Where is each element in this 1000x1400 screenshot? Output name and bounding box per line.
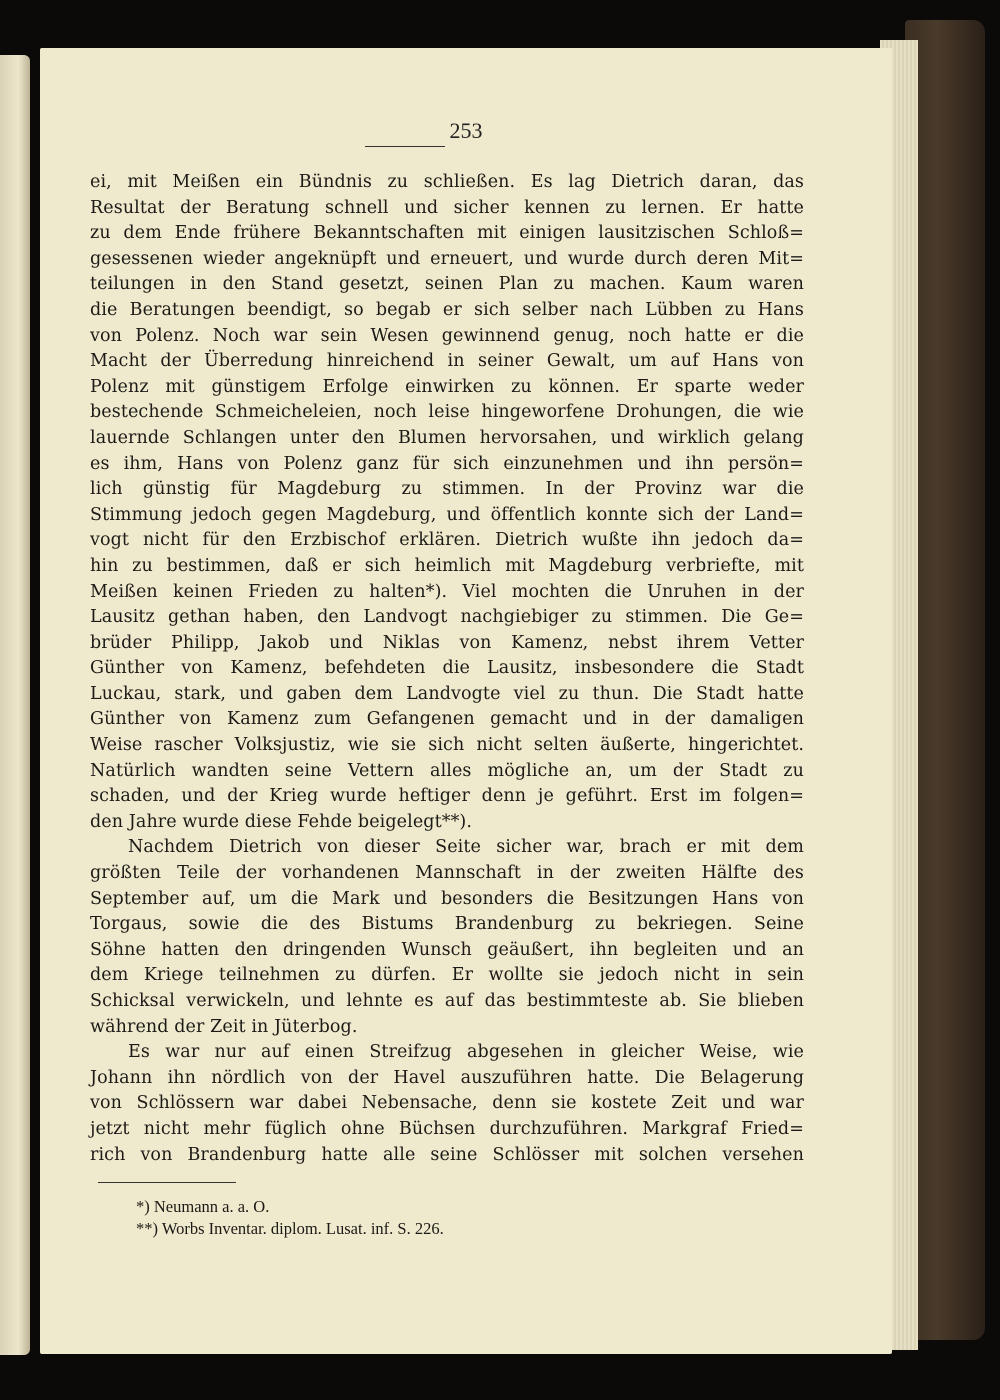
text-line: Weise rascher Volksjustiz, wie sie sich nicht selten äußerte, hingerichtet. — [90, 735, 804, 756]
text-line: größten Teile der vorhandenen Mannschaft in der zweiten Hälfte des — [90, 863, 804, 884]
text-line: zu dem Ende frühere Bekanntschaften mit einigen lausitzischen Schloß= — [90, 223, 804, 244]
text-line: September auf, um die Mark und besonders die Besitzungen Hans von — [90, 888, 804, 909]
text-line: Lausitz gethan haben, den Landvogt nachgiebiger zu stimmen. Die Ge= — [90, 607, 804, 628]
text-line: Nachdem Dietrich von dieser Seite sicher war, brach er mit dem — [128, 837, 804, 858]
text-line: dem Kriege teilnehmen zu dürfen. Er wollte sie jedoch nicht in sein — [90, 965, 804, 986]
text-line: Es war nur auf einen Streifzug abgesehen in gleicher Weise, wie — [128, 1042, 804, 1063]
facing-page-edge — [0, 55, 30, 1355]
text-line: brüder Philipp, Jakob und Niklas von Kamenz, nebst ihrem Vetter — [90, 632, 804, 653]
text-line: Johann ihn nördlich von der Havel auszuführen hatte. Die Belagerung — [90, 1067, 804, 1088]
body-text — [90, 170, 804, 1168]
text-line: Resultat der Beratung schnell und sicher kennen zu lernen. Er hatte — [90, 197, 804, 218]
text-line: Stimmung jedoch gegen Magdeburg, und öffentlich konnte sich der Land= — [90, 504, 804, 525]
text-line: Günther von Kamenz zum Gefangenen gemacht und in der damaligen — [90, 709, 804, 730]
text-line: von Schlössern war dabei Nebensache, denn sie kostete Zeit und war — [90, 1093, 804, 1114]
text-line: Polenz mit günstigem Erfolge einwirken zu können. Er sparte weder — [90, 376, 804, 397]
text-line: Macht der Überredung hinreichend in seiner Gewalt, um auf Hans von — [90, 351, 804, 372]
text-line: jetzt nicht mehr füglich ohne Büchsen durchzuführen. Markgraf Fried= — [90, 1118, 804, 1139]
text-line: bestechende Schmeicheleien, noch leise hingeworfene Drohungen, die wie — [90, 402, 804, 423]
page-number-rule — [365, 146, 445, 147]
text-line: Torgaus, sowie die des Bistums Brandenburg zu bekriegen. Seine — [90, 914, 804, 935]
book-page — [40, 48, 892, 1354]
text-line: Söhne hatten den dringenden Wunsch geäußert, ihn begleiten und an — [90, 939, 804, 960]
footnote-rule — [98, 1182, 236, 1183]
text-line: die Beratungen beendigt, so begab er sich selber nach Lübben zu Hans — [90, 299, 804, 320]
text-line: Meißen keinen Frieden zu halten*). Viel mochten die Unruhen in der — [90, 581, 804, 602]
text-line: während der Zeit in Jüterbog. — [90, 1016, 358, 1037]
text-line: teilungen in den Stand gesetzt, seinen Plan zu machen. Kaum waren — [90, 274, 804, 295]
text-line: Luckau, stark, und gaben dem Landvogte viel zu thun. Die Stadt hatte — [90, 683, 804, 704]
text-line: schaden, und der Krieg wurde heftiger denn je geführt. Erst im folgen= — [90, 786, 804, 807]
footnotes — [136, 1196, 776, 1240]
text-line: Schicksal verwickeln, und lehnte es auf das bestimmteste ab. Sie blieben — [90, 991, 804, 1011]
footnote: **) Worbs Inventar. diplom. Lusat. inf. S. 226. — [136, 1219, 444, 1238]
text-line: von Polenz. Noch war sein Wesen gewinnend genug, noch hatte er die — [90, 325, 804, 346]
text-line: ei, mit Meißen ein Bündnis zu schließen. Es lag Dietrich daran, das — [90, 172, 804, 192]
text-line: Natürlich wandten seine Vettern alles mögliche an, um der Stadt zu — [90, 760, 804, 781]
text-line: Günther von Kamenz, befehdeten die Lausitz, insbesondere die Stadt — [90, 658, 804, 679]
text-line: vogt nicht für den Erzbischof erklären. Dietrich wußte ihn jedoch da= — [90, 530, 804, 551]
page-number: 253 — [449, 118, 483, 143]
text-line: es ihm, Hans von Polenz ganz für sich einzunehmen und ihn persön= — [90, 453, 804, 474]
text-line: den Jahre wurde diese Fehde beigelegt**). — [90, 811, 473, 832]
text-line: rich von Brandenburg hatte alle seine Schlösser mit solchen versehen — [90, 1144, 804, 1165]
text-line: gesessenen wieder angeknüpft und erneuert, und wurde durch deren Mit= — [90, 248, 804, 269]
text-line: lich günstig für Magdeburg zu stimmen. In der Provinz war die — [90, 479, 804, 500]
text-line: hin zu bestimmen, daß er sich heimlich mit Magdeburg verbriefte, mit — [90, 555, 804, 576]
text-line: lauernde Schlangen unter den Blumen hervorsahen, und wirklich gelang — [90, 427, 804, 448]
footnote: *) Neumann a. a. O. — [136, 1197, 270, 1216]
